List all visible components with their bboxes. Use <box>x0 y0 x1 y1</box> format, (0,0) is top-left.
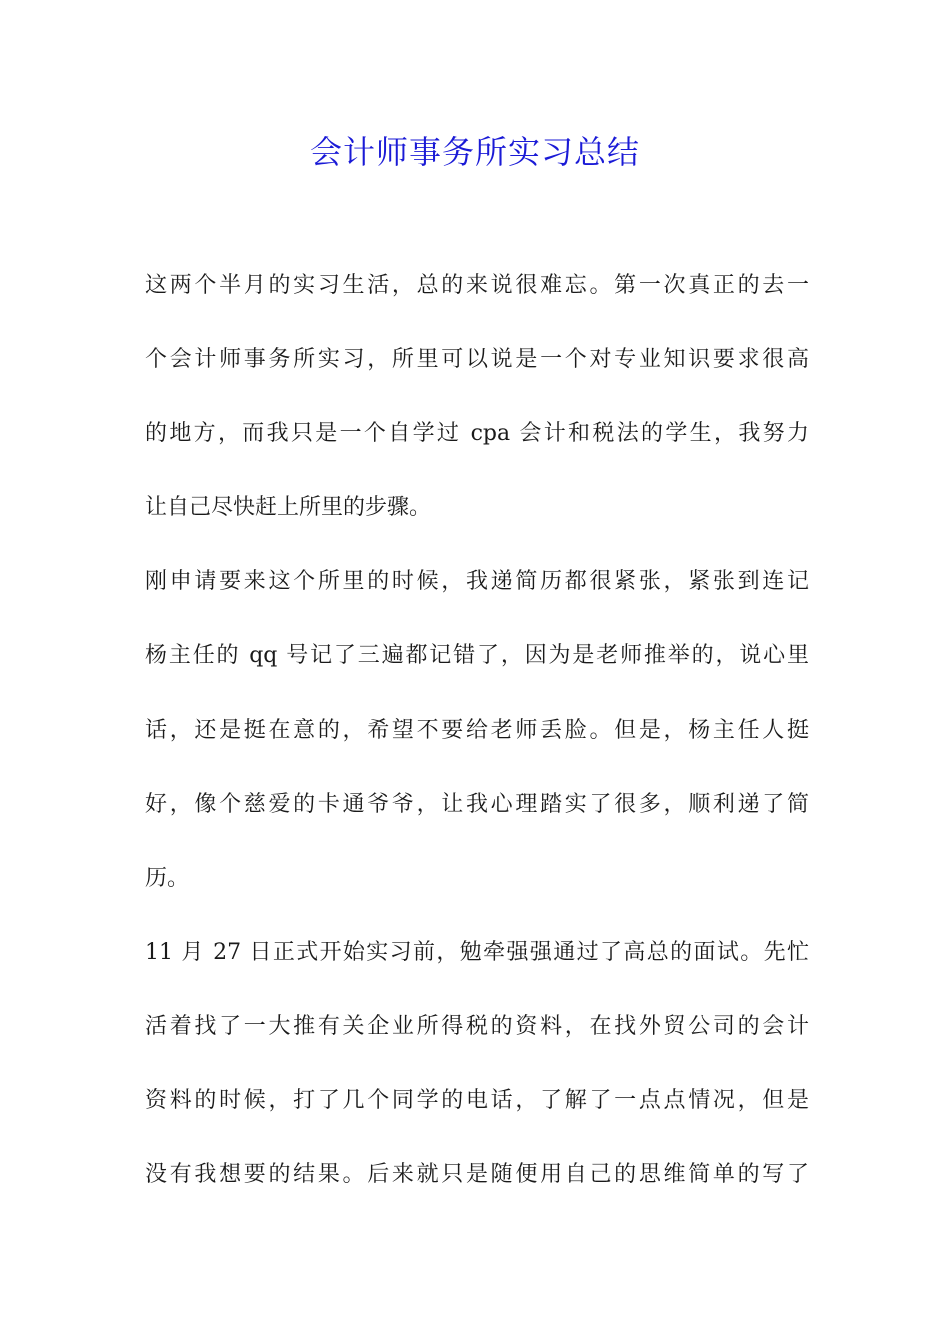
text-line: 这两个半月的实习生活，总的来说很难忘。第一次真正的去一 <box>145 273 809 298</box>
text-line: 个会计师事务所实习，所里可以说是一个对专业知识要求很高 <box>145 347 809 373</box>
text-line: 11 月 27 日正式开始实习前，勉牵强强通过了高总的面试。先忙 <box>145 939 809 965</box>
text-line: 好，像个慈爱的卡通爷爷，让我心理踏实了很多，顺利递了简 <box>145 791 809 817</box>
paragraph-2 <box>145 558 809 928</box>
text-line: 杨主任的 qq 号记了三遍都记错了，因为是老师推举的，说心里 <box>145 643 809 669</box>
text-line: 没有我想要的结果。后来就只是随便用自己的思维简单的写了 <box>145 1162 809 1188</box>
paragraph-3 <box>145 929 809 1225</box>
text-line: 的地方，而我只是一个自学过 cpa 会计和税法的学生，我努力 <box>145 421 809 447</box>
paragraph-1 <box>145 262 809 558</box>
document-body <box>145 262 809 1225</box>
text-line: 话，还是挺在意的，希望不要给老师丢脸。但是，杨主任人挺 <box>145 717 809 743</box>
text-line: 历。 <box>145 865 190 891</box>
text-line: 活着找了一大推有关企业所得税的资料，在找外贸公司的会计 <box>145 1013 809 1039</box>
document-title: 会计师事务所实习总结 <box>309 133 640 171</box>
text-line: 资料的时候，打了几个同学的电话，了解了一点点情况，但是 <box>145 1088 809 1114</box>
text-line: 刚申请要来这个所里的时候，我递简历都很紧张，紧张到连记 <box>145 569 809 595</box>
text-line: 让自己尽快赶上所里的步骤。 <box>145 495 432 521</box>
